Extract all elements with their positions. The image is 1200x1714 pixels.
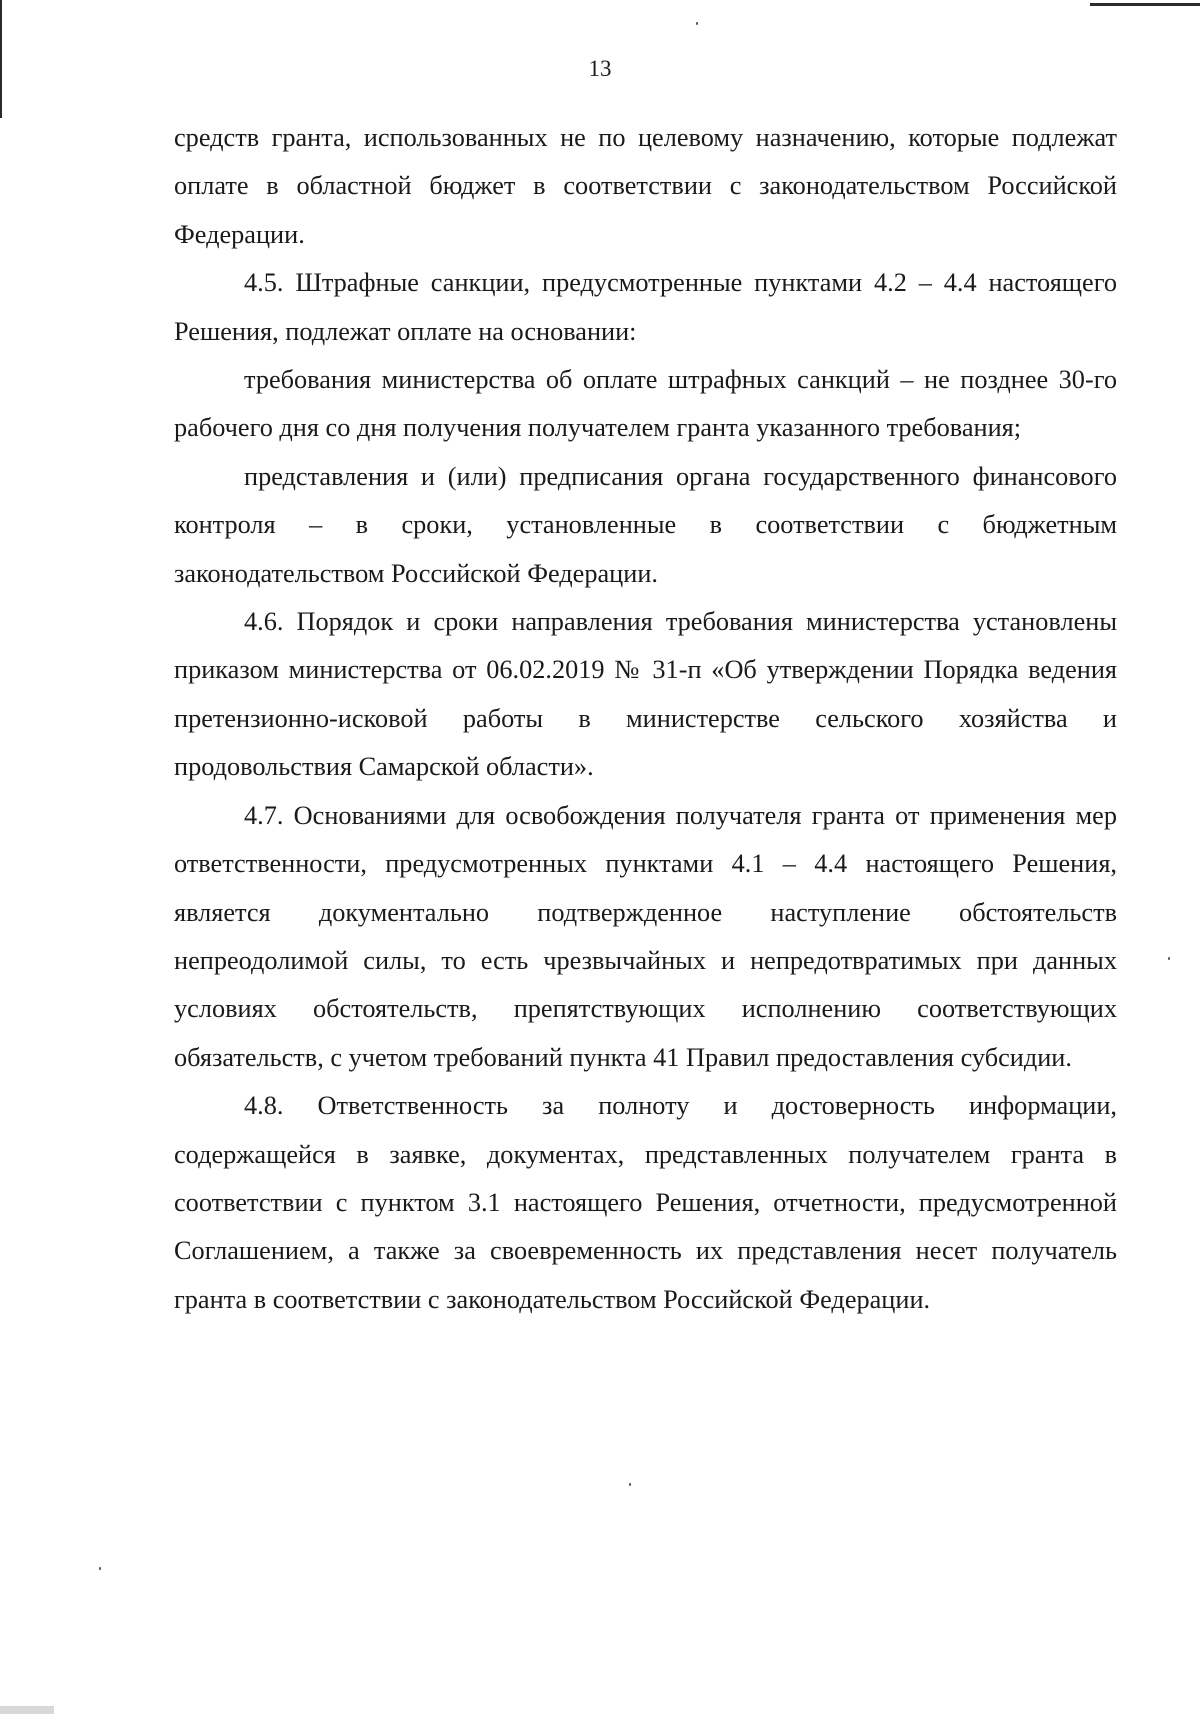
paragraph-4-5-submission: представления и (или) предписания органа государственного финансового контроля – в сроки, установленные в соответствии с бюджетным законодательством Российской Федерации. bbox=[174, 461, 1117, 588]
paragraph-4-6: 4.6. Порядок и сроки направления требования министерства установлены приказом министерства от 06.02.2019 № 31-п «Об утверждении Порядка ведения претензионно-исковой работы в министерстве сельского хозяйства и продовольствия Самарской области». bbox=[174, 607, 1117, 782]
paragraph-4-7: 4.7. Основаниями для освобождения получателя гранта от применения мер ответственности, предусмотренных пунктами 4.1 – 4.4 настоящего Решения, является документально подтвержденное наступление обстоятельств непреодолимой силы, то есть чрезвычайных и непредотвратимых при данных условиях обстоятельств, препятствующих исполнению соответствующих обязательств, с учетом требований пункта 41 Правил предоставления субсидии. bbox=[174, 800, 1117, 1072]
scan-edge-top-right bbox=[1090, 3, 1200, 6]
scan-speck bbox=[696, 22, 698, 25]
scan-speck bbox=[99, 1567, 101, 1570]
paragraph-4-5: 4.5. Штрафные санкции, предусмотренные пунктами 4.2 – 4.4 настоящего Решения, подлежат оплате на основании: bbox=[174, 268, 1117, 346]
page-number: 13 bbox=[588, 56, 612, 81]
paragraph-4-8: 4.8. Ответственность за полноту и достоверность информации, содержащейся в заявке, документах, представленных получателем гранта в соответствии с пунктом 3.1 настоящего Решения, отчетности, предусмотренной Соглашением, а также за своевременность их представления несет получатель гранта в соответствии с законодательством Российской Федерации. bbox=[174, 1091, 1117, 1314]
scan-speck bbox=[629, 1483, 631, 1486]
paragraph-4-5-requirement: требования министерства об оплате штрафных санкций – не позднее 30-го рабочего дня со дня получения получателем гранта указанного требования; bbox=[174, 365, 1117, 443]
document-body bbox=[174, 114, 1117, 1324]
paragraph-continuation: средств гранта, использованных не по целевому назначению, которые подлежат оплате в областной бюджет в соответствии с законодательством Российской Федерации. bbox=[174, 123, 1117, 249]
scan-speck bbox=[1168, 957, 1170, 960]
scan-smudge bbox=[0, 1706, 54, 1714]
